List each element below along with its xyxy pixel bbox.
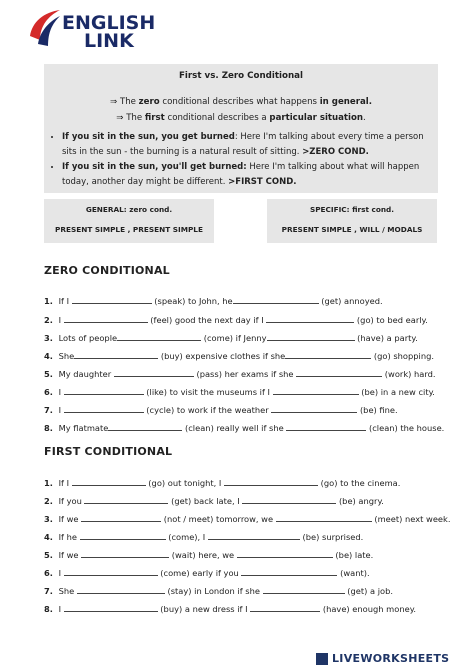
answer-blank[interactable] xyxy=(114,369,194,377)
general-heading: GENERAL: zero cond. xyxy=(85,205,173,214)
zero-exercise-7: 7. I (cycle) to work if the weather (be) fine. xyxy=(44,405,398,415)
answer-blank[interactable] xyxy=(241,568,337,576)
answer-blank[interactable] xyxy=(80,532,166,540)
answer-blank[interactable] xyxy=(74,351,158,359)
answer-blank[interactable] xyxy=(64,315,148,323)
first-exercise-4: 4. If he (come), I (be) surprised. xyxy=(44,532,364,542)
first-exercise-2: 2. If you (get) back late, I (be) angry. xyxy=(44,496,384,506)
answer-blank[interactable] xyxy=(64,604,158,612)
example-zero: • If you sit in the sun, you get burned: Here I'm talking about every time a person sits in the sun - the burning is a natural result of sitting. >ZERO COND. xyxy=(62,130,432,160)
arrow-icon: ⇒ xyxy=(110,97,120,107)
first-exercise-7: 7. She (stay) in London if she (get) a job. xyxy=(44,586,393,596)
answer-blank[interactable] xyxy=(250,604,320,612)
general-structure: PRESENT SIMPLE , PRESENT SIMPLE xyxy=(55,225,203,234)
arrow-icon: ⇒ xyxy=(116,113,127,123)
answer-blank[interactable] xyxy=(267,333,355,341)
answer-blank[interactable] xyxy=(72,478,146,486)
specific-box xyxy=(267,199,437,243)
first-exercise-6: 6. I (come) early if you (want). xyxy=(44,568,370,578)
answer-blank[interactable] xyxy=(108,423,182,431)
example-first: • If you sit in the sun, you'll get burned: Here I'm talking about what will happen today, another day might be different. >FIRST COND. xyxy=(62,160,432,190)
answer-blank[interactable] xyxy=(81,514,161,522)
answer-blank[interactable] xyxy=(286,423,366,431)
answer-blank[interactable] xyxy=(233,296,319,304)
answer-blank[interactable] xyxy=(296,369,382,377)
first-exercise-1: 1. If I (go) out tonight, I (go) to the cinema. xyxy=(44,478,401,488)
answer-blank[interactable] xyxy=(208,532,300,540)
answer-blank[interactable] xyxy=(266,315,354,323)
answer-blank[interactable] xyxy=(64,405,144,413)
answer-blank[interactable] xyxy=(81,550,169,558)
zero-exercise-8: 8. My flatmate (clean) really well if she (clean) the house. xyxy=(44,423,445,433)
zero-exercise-1: 1. If I (speak) to John, he (get) annoyed. xyxy=(44,296,383,306)
answer-blank[interactable] xyxy=(77,586,165,594)
answer-blank[interactable] xyxy=(117,333,201,341)
liveworksheets-footer[interactable] xyxy=(316,651,474,669)
logo-text-english: ENGLISH xyxy=(62,12,156,34)
zero-exercise-5: 5. My daughter (pass) her exams if she (work) hard. xyxy=(44,369,436,379)
english-link-logo xyxy=(26,6,166,52)
explanation-title: First vs. Zero Conditional xyxy=(178,71,304,81)
first-conditional-heading: FIRST CONDITIONAL xyxy=(44,445,173,458)
answer-blank[interactable] xyxy=(64,387,144,395)
zero-exercise-3: 3. Lots of people (come) if Jenny (have) a party. xyxy=(44,333,418,343)
answer-blank[interactable] xyxy=(263,586,345,594)
specific-heading: SPECIFIC: first cond. xyxy=(309,205,395,214)
answer-blank[interactable] xyxy=(64,568,158,576)
answer-blank[interactable] xyxy=(285,351,371,359)
first-exercise-3: 3. If we (not / meet) tomorrow, we (meet) next week. xyxy=(44,514,451,524)
first-exercise-8: 8. I (buy) a new dress if I (have) enough money. xyxy=(44,604,417,614)
explanation-line-first: ⇒ The first conditional describes a particular situation. xyxy=(116,113,366,123)
explanation-line-zero: ⇒ The zero conditional describes what happens in general. xyxy=(110,97,372,107)
answer-blank[interactable] xyxy=(271,405,357,413)
answer-blank[interactable] xyxy=(276,514,372,522)
explanation-box xyxy=(44,64,438,193)
specific-structure: PRESENT SIMPLE , WILL / MODALS xyxy=(281,225,423,234)
zero-exercise-6: 6. I (like) to visit the museums if I (be) in a new city. xyxy=(44,387,435,397)
answer-blank[interactable] xyxy=(72,296,152,304)
liveworksheets-logo-icon xyxy=(316,653,328,665)
first-exercise-5: 5. If we (wait) here, we (be) late. xyxy=(44,550,374,560)
zero-conditional-heading: ZERO CONDITIONAL xyxy=(44,264,170,277)
answer-blank[interactable] xyxy=(237,550,333,558)
zero-exercise-4: 4. She (buy) expensive clothes if she (go) shopping. xyxy=(44,351,434,361)
general-box xyxy=(44,199,214,243)
answer-blank[interactable] xyxy=(273,387,359,395)
example-list xyxy=(44,130,438,190)
liveworksheets-brand: LIVEWORKSHEETS xyxy=(332,652,450,665)
zero-exercise-2: 2. I (feel) good the next day if I (go) to bed early. xyxy=(44,315,428,325)
answer-blank[interactable] xyxy=(224,478,318,486)
answer-blank[interactable] xyxy=(84,496,168,504)
answer-blank[interactable] xyxy=(242,496,336,504)
logo-text-link: LINK xyxy=(84,30,134,52)
